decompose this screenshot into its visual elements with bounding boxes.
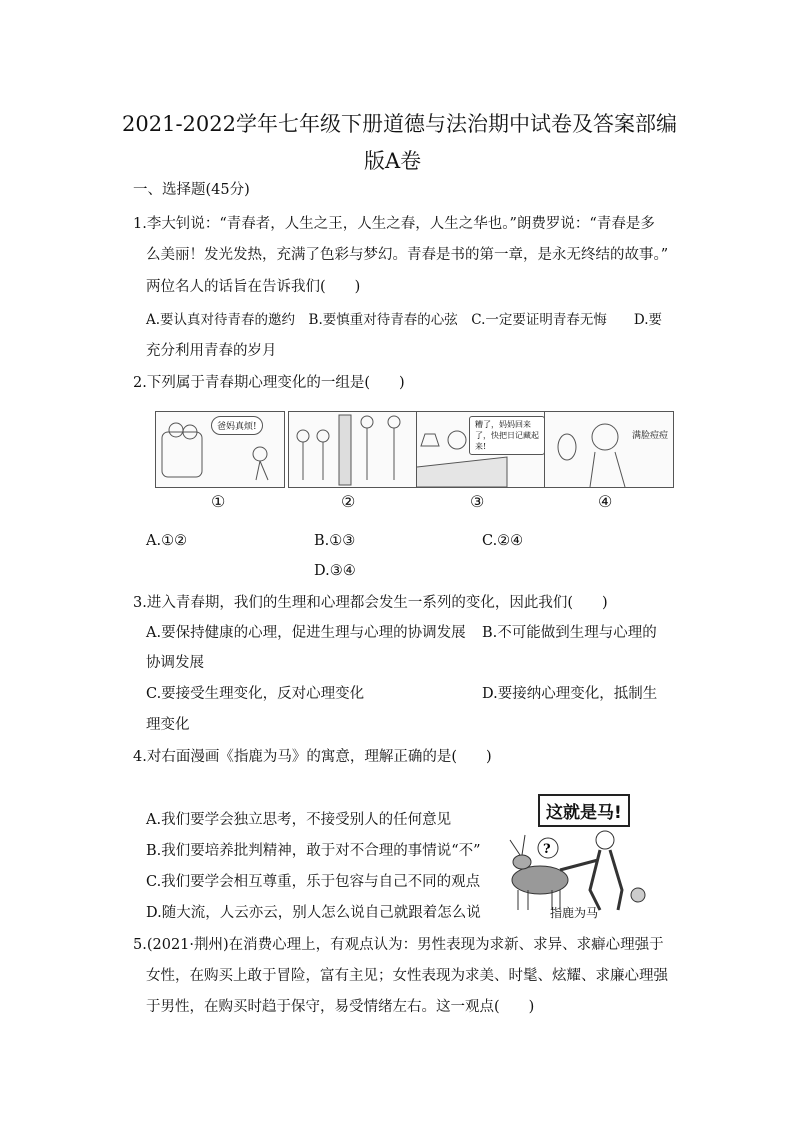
q1-options: A.要认真对待青春的邀约 B.要慎重对待青春的心弦 C.一定要证明青春无悔 D.要 [146, 312, 663, 328]
q5-line: 5.(2021·荆州)在消费心理上，有观点认为：男性表现为求新、求异、求癖心理强于 [133, 937, 664, 953]
q3-option-d-cont: 理变化 [146, 717, 190, 733]
q2-option-d: D.③④ [314, 563, 356, 579]
q2-option-c: C.②④ [482, 533, 524, 549]
q1-options-cont: 充分利用青春的岁月 [146, 343, 277, 359]
q2-illustration-2 [288, 411, 418, 488]
q5-line: 女性，在购买上敢于冒险，富有主见；女性表现为求美、时髦、炫耀、求廉心理强 [146, 968, 668, 984]
q3-option-a: A.要保持健康的心理，促进生理与心理的协调发展 [146, 625, 466, 641]
q4-option-b: B.我们要培养批判精神，敢于对不合理的事情说“不” [146, 843, 481, 859]
q2-stem: 2.下列属于青春期心理变化的一组是( ) [133, 375, 405, 391]
q2-bubble-4: 满脸痘痘 [632, 431, 669, 441]
q4-stem: 4.对右面漫画《指鹿为马》的寓意，理解正确的是( ) [133, 749, 492, 765]
q2-illustration-3 [416, 411, 546, 488]
q1-line: 1.李大钊说：“青春者，人生之王，人生之春，人生之华也。”朗费罗说：“青春是多 [133, 216, 655, 232]
q2-panel-number: ③ [470, 492, 485, 511]
q2-panel-number: ② [341, 492, 356, 511]
q2-option-b: B.①③ [314, 533, 356, 549]
q4-cartoon [500, 790, 650, 920]
cartoon-speech-bubble: 这就是马! [538, 794, 630, 827]
q3-option-b-cont: 协调发展 [146, 655, 204, 671]
title-line-1: 2021-2022学年七年级下册道德与法治期中试卷及答案部编 [122, 112, 677, 136]
q3-stem: 3.进入青春期，我们的生理和心理都会发生一系列的变化，因此我们( ) [133, 595, 608, 611]
q1-line: 么美丽！发光发热，充满了色彩与梦幻。青春是书的第一章，是永无终结的故事。” [146, 247, 669, 263]
q2-bubble-1: 爸妈真烦! [211, 416, 263, 435]
svg-text:?: ? [543, 842, 551, 857]
q5-line: 于男性，在购买时趋于保守，易受情绪左右。这一观点( ) [146, 999, 535, 1015]
q2-panel-number: ④ [598, 492, 613, 511]
q2-panel-number: ① [211, 492, 226, 511]
q2-option-a: A.①② [146, 533, 188, 549]
q3-option-d: D.要接纳心理变化，抵制生 [482, 686, 658, 702]
title-line-2: 版A卷 [364, 149, 422, 173]
q3-option-b: B.不可能做到生理与心理的 [482, 625, 657, 641]
q2-illustration-4 [544, 411, 674, 488]
q3-option-c: C.要接受生理变化，反对心理变化 [146, 686, 365, 702]
q1-line: 两位名人的话旨在告诉我们( ) [146, 279, 361, 295]
q4-option-c: C.我们要学会相互尊重，乐于包容与自己不同的观点 [146, 874, 481, 890]
q4-option-d: D.随大流，人云亦云，别人怎么说自己就跟着怎么说 [146, 905, 481, 921]
cartoon-caption: 指鹿为马 [550, 906, 599, 920]
q4-option-a: A.我们要学会独立思考，不接受别人的任何意见 [146, 812, 452, 828]
section-heading: 一、选择题(45分) [133, 182, 250, 198]
q2-bubble-3: 糟了，妈妈回来了，快把日记藏起来! [469, 416, 545, 455]
q2-illustration-1 [155, 411, 285, 488]
